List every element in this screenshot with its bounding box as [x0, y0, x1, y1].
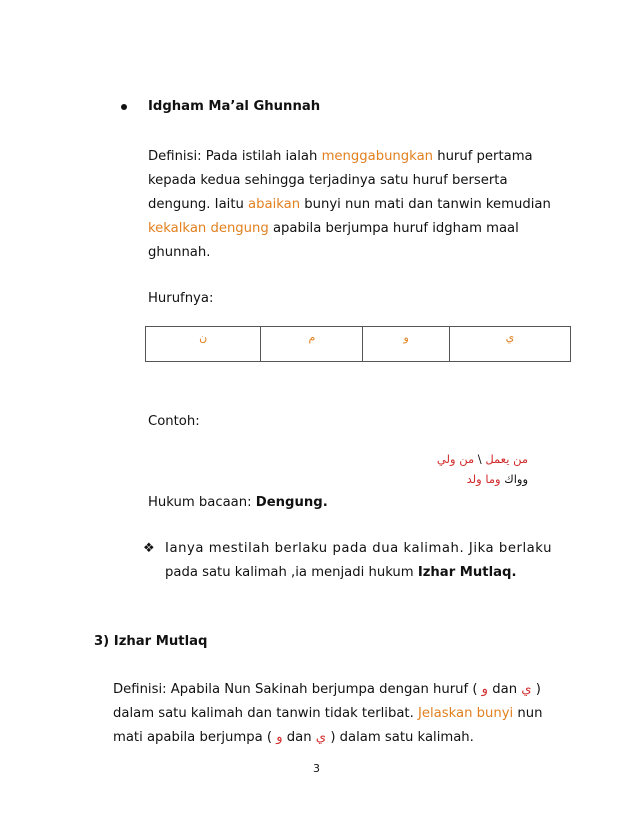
- text-span: mati apabila berjumpa (: [113, 730, 277, 745]
- note-line-1: Ianya mestilah berlaku pada dua kalimah. Jika berlaku: [165, 541, 553, 556]
- highlight-text: abaikan: [248, 197, 301, 212]
- bullet-dot-icon: [121, 104, 127, 110]
- hurufnya-label: Hurufnya:: [148, 291, 214, 306]
- text-span: apabila berjumpa huruf idgham maal: [268, 221, 519, 236]
- huruf-cell: و: [363, 327, 450, 362]
- huruf-table: [145, 326, 571, 362]
- highlight-text: menggabungkan: [321, 149, 434, 164]
- hukum-bacaan: [148, 491, 328, 516]
- definisi-line-5: ghunnah.: [148, 245, 211, 260]
- text-span: Definisi: Pada istilah ialah: [148, 149, 322, 164]
- text-span: huruf pertama: [433, 149, 533, 164]
- contoh-label: Contoh:: [148, 414, 200, 429]
- text-span: ) dalam satu kalimah.: [326, 730, 474, 745]
- contoh-arabic-line-2: [467, 470, 528, 488]
- text-span: ): [531, 682, 541, 697]
- izhar-line-2: [113, 702, 542, 727]
- izhar-line-3: [113, 726, 474, 751]
- huruf-cell: ي: [449, 327, 570, 362]
- note-line-2: [165, 561, 516, 586]
- arabic-example: من يعمل: [485, 452, 528, 466]
- section-heading-idgham: Idgham Ma’al Ghunnah: [148, 99, 321, 114]
- highlight-text: Jelaskan bunyi: [417, 706, 514, 721]
- arabic-letter: ي: [521, 682, 532, 697]
- text-span: dan: [488, 682, 522, 697]
- highlight-text: kekalkan dengung: [148, 221, 269, 236]
- separator: \: [474, 452, 486, 466]
- arabic-letter: و: [276, 730, 283, 745]
- text-span: nun: [513, 706, 543, 721]
- text-span: pada satu kalimah ,ia menjadi hukum: [165, 565, 418, 580]
- hukum-value: Dengung.: [255, 495, 328, 510]
- arabic-letter: ي: [315, 730, 327, 745]
- izhar-line-1: [113, 678, 541, 703]
- definisi-line-1: [148, 145, 533, 170]
- arabic-example: من ولي: [436, 452, 475, 466]
- text-span: dengung. Iaitu: [148, 197, 249, 212]
- text-span: Definisi: Apabila Nun Sakinah berjumpa dengan huruf (: [113, 682, 482, 697]
- page-number: 3: [313, 762, 320, 775]
- arabic-letter: و: [481, 682, 489, 697]
- arabic-example: وواك: [504, 472, 528, 486]
- contoh-arabic-line-1: [437, 450, 528, 468]
- hukum-label: Hukum bacaan:: [148, 495, 256, 510]
- section-heading-izhar: 3) Izhar Mutlaq: [94, 634, 208, 649]
- huruf-cell: ن: [146, 327, 261, 362]
- huruf-cell: م: [261, 327, 363, 362]
- diamond-bullet-icon: ❖: [143, 541, 155, 556]
- arabic-example: وما ولد: [466, 472, 505, 486]
- text-span: dalam satu kalimah dan tanwin tidak terlibat.: [113, 706, 418, 721]
- text-span: dan: [282, 730, 316, 745]
- table-row: [146, 327, 571, 362]
- definisi-line-2: kepada kedua sehingga terjadinya satu huruf berserta: [148, 173, 508, 188]
- definisi-line-3: [148, 193, 551, 218]
- bold-term: Izhar Mutlaq.: [417, 565, 517, 580]
- definisi-line-4: [148, 217, 519, 242]
- text-span: bunyi nun mati dan tanwin kemudian: [300, 197, 551, 212]
